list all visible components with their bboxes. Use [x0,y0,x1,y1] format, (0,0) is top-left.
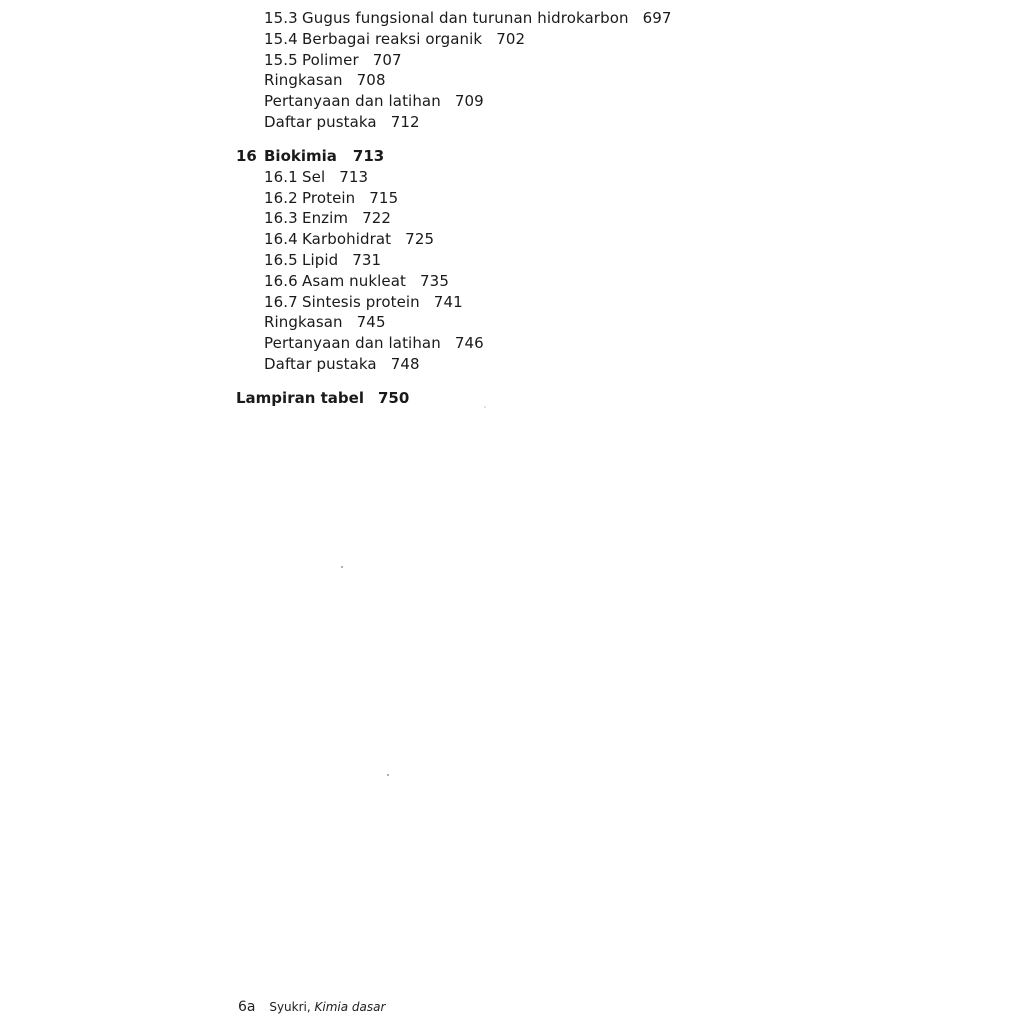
toc-entry-title: Karbohidrat [302,230,392,249]
toc-entry-title: Polimer [302,50,359,69]
chapter-page: 713 [352,146,385,165]
toc-entry-title: Protein [302,188,356,207]
toc-entry-title: Enzim [302,209,349,228]
toc-entry-page: 715 [369,188,399,207]
paper-speck [387,774,389,776]
toc-entry-15-5 [236,50,936,71]
toc-entry-number: 16.3 [264,209,298,228]
toc-entry-title: Pertanyaan dan latihan [264,334,441,353]
toc-entry-title: Pertanyaan dan latihan [264,92,441,111]
appendix-page: 750 [377,388,410,407]
page-footer [238,999,385,1015]
toc-entry-references-16 [236,354,936,375]
toc-entry-page: 725 [405,230,435,249]
toc-appendix [236,387,936,409]
toc-entry-title: Daftar pustaka [264,354,377,373]
toc-entry-exercises-16 [236,333,936,354]
toc-entry-15-4 [236,29,936,50]
toc-entry-number: 16.4 [264,230,298,249]
chapter-title: Biokimia [264,146,337,165]
toc-chapter-16 [236,145,936,167]
toc-entry-number: 16.2 [264,188,298,207]
toc-entry-16-4 [236,229,936,250]
paper-speck [484,406,486,408]
toc-entry-number: 16.1 [264,167,298,186]
toc-entry-16-7 [236,292,936,313]
appendix-title: Lampiran tabel [236,388,364,407]
toc-entry-page: 708 [356,71,386,90]
toc-entry-title: Daftar pustaka [264,112,377,131]
toc-entry-title: Sel [302,167,326,186]
toc-entry-page: 702 [496,29,526,48]
toc-entry-title: Berbagai reaksi organik [302,29,483,48]
toc-entry-number: 16.7 [264,292,298,311]
toc-entry-references-15 [236,112,936,133]
toc-entry-exercises-15 [236,91,936,112]
toc-entry-number: 15.4 [264,29,298,48]
toc-entry-summary-16 [236,312,936,333]
paper-speck [341,566,343,568]
toc-entry-summary-15 [236,70,936,91]
toc-entry-page: 745 [356,313,386,332]
toc-entry-page: 731 [352,250,382,269]
toc-entry-number: 16.5 [264,250,298,269]
toc-entry-number: 16.6 [264,271,298,290]
toc-entry-page: 722 [362,209,392,228]
toc-entry-page: 746 [454,334,484,353]
toc-entry-page: 741 [433,292,463,311]
page-number: 6a [238,999,256,1015]
toc-entry-page: 707 [372,50,402,69]
toc-entry-16-1 [236,167,936,188]
toc-entry-page: 709 [454,92,484,111]
chapter-number: 16 [236,146,257,165]
toc-entry-page: 697 [642,9,672,27]
footer-author: Syukri, [269,1000,311,1014]
toc-entry-title: Gugus fungsional dan turunan hidrokarbon [302,9,629,27]
toc-entry-page: 748 [390,354,420,373]
toc-entry-16-5 [236,250,936,271]
toc-entry-16-2 [236,188,936,209]
table-of-contents [236,8,936,409]
toc-entry-title: Asam nukleat [302,271,407,290]
toc-entry-page: 713 [339,167,369,186]
toc-entry-page: 712 [390,112,420,131]
toc-entry-number: 15.3 [264,9,298,27]
toc-entry-16-6 [236,271,936,292]
toc-entry-number: 15.5 [264,50,298,69]
toc-entry-page: 735 [420,271,449,290]
footer-book-title: Kimia dasar [314,1000,386,1014]
toc-entry-16-3 [236,208,936,229]
toc-entry-title: Ringkasan [264,71,343,90]
toc-entry-15-3 [236,8,936,29]
toc-entry-title: Lipid [302,250,339,269]
toc-entry-title: Sintesis protein [302,292,420,311]
toc-entry-title: Ringkasan [264,313,343,332]
